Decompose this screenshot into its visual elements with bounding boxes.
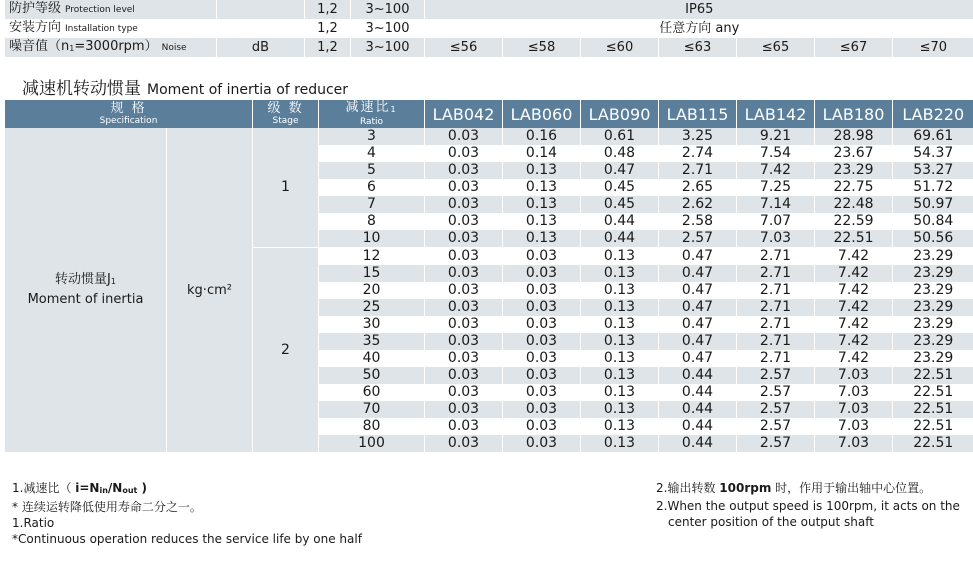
noise-value: ≤56 <box>425 38 503 57</box>
inertia-value-cell: 0.03 <box>425 128 503 145</box>
header-model: LAB180 <box>815 100 893 128</box>
inertia-value-cell: 0.03 <box>425 282 503 299</box>
installation-type-stage: 1,2 <box>305 19 351 38</box>
installation-type-label: 安装方向 Installation type <box>5 19 217 38</box>
inertia-value-cell: 2.57 <box>737 367 815 384</box>
ratio-cell: 80 <box>319 418 425 435</box>
inertia-value-cell: 0.13 <box>581 282 659 299</box>
inertia-value-cell: 0.03 <box>425 418 503 435</box>
inertia-value-cell: 0.13 <box>503 213 581 230</box>
inertia-value-cell: 2.71 <box>737 248 815 266</box>
inertia-value-cell: 23.29 <box>815 162 893 179</box>
inertia-value-cell: 0.13 <box>503 196 581 213</box>
inertia-value-cell: 2.57 <box>737 418 815 435</box>
inertia-value-cell: 50.84 <box>893 213 973 230</box>
inertia-value-cell: 2.71 <box>737 350 815 367</box>
inertia-value-cell: 0.13 <box>581 401 659 418</box>
ratio-cell: 10 <box>319 230 425 248</box>
inertia-value-cell: 0.13 <box>503 230 581 248</box>
inertia-value-cell: 50.97 <box>893 196 973 213</box>
ratio-cell: 40 <box>319 350 425 367</box>
inertia-value-cell: 2.74 <box>659 145 737 162</box>
inertia-value-cell: 0.03 <box>425 179 503 196</box>
ratio-cell: 100 <box>319 435 425 452</box>
inertia-value-cell: 7.03 <box>815 435 893 452</box>
header-stage: 级 数 Stage <box>253 100 319 128</box>
inertia-value-cell: 7.54 <box>737 145 815 162</box>
inertia-value-cell: 2.71 <box>737 333 815 350</box>
inertia-value-cell: 0.03 <box>503 401 581 418</box>
inertia-value-cell: 0.13 <box>581 316 659 333</box>
inertia-value-cell: 0.03 <box>425 265 503 282</box>
noise-value: ≤70 <box>893 38 973 57</box>
inertia-value-cell: 7.03 <box>737 230 815 248</box>
inertia-value-cell: 28.98 <box>815 128 893 145</box>
inertia-value-cell: 0.13 <box>581 248 659 266</box>
inertia-value-cell: 0.13 <box>581 350 659 367</box>
inertia-value-cell: 0.03 <box>425 145 503 162</box>
installation-type-value: 任意方向 any <box>425 19 973 38</box>
inertia-value-cell: 0.03 <box>425 401 503 418</box>
inertia-value-cell: 0.13 <box>581 299 659 316</box>
inertia-value-cell: 0.44 <box>581 230 659 248</box>
inertia-value-cell: 0.13 <box>581 384 659 401</box>
footnote-output-speed-zh: 2.输出转数 100rpm 时，作用于输出轴中心位置。 <box>656 481 932 495</box>
inertia-value-cell: 0.03 <box>425 162 503 179</box>
inertia-value-cell: 0.16 <box>503 128 581 145</box>
inertia-value-cell: 22.51 <box>893 418 973 435</box>
inertia-value-cell: 0.03 <box>425 248 503 266</box>
inertia-value-cell: 0.03 <box>503 265 581 282</box>
inertia-value-cell: 7.07 <box>737 213 815 230</box>
inertia-value-cell: 7.25 <box>737 179 815 196</box>
noise-stage: 1,2 <box>305 38 351 57</box>
footnote-left <box>12 480 362 547</box>
inertia-value-cell: 9.21 <box>737 128 815 145</box>
inertia-value-cell: 0.03 <box>425 350 503 367</box>
inertia-value-cell: 0.47 <box>659 248 737 266</box>
ratio-cell: 20 <box>319 282 425 299</box>
ratio-cell: 50 <box>319 367 425 384</box>
header-specification: 规 格 Specification <box>5 100 253 128</box>
inertia-value-cell: 0.03 <box>503 418 581 435</box>
footnote-output-shaft-en: center position of the output shaft <box>668 515 874 529</box>
inertia-value-cell: 0.03 <box>503 248 581 266</box>
inertia-value-cell: 0.44 <box>659 435 737 452</box>
inertia-value-cell: 0.03 <box>425 435 503 452</box>
inertia-value-cell: 23.67 <box>815 145 893 162</box>
inertia-value-cell: 2.71 <box>659 162 737 179</box>
header-model: LAB115 <box>659 100 737 128</box>
inertia-value-cell: 7.42 <box>815 248 893 266</box>
spec-table-top <box>4 0 973 57</box>
inertia-value-cell: 0.47 <box>659 350 737 367</box>
inertia-value-cell: 0.61 <box>581 128 659 145</box>
inertia-value-cell: 0.13 <box>503 162 581 179</box>
ratio-cell: 6 <box>319 179 425 196</box>
table-header-row <box>5 100 973 128</box>
inertia-value-cell: 7.14 <box>737 196 815 213</box>
inertia-value-cell: 0.03 <box>503 367 581 384</box>
inertia-value-cell: 0.44 <box>659 367 737 384</box>
ratio-cell: 3 <box>319 128 425 145</box>
installation-type-unit <box>217 19 305 38</box>
inertia-value-cell: 69.61 <box>893 128 973 145</box>
inertia-value-cell: 0.13 <box>581 435 659 452</box>
installation-type-row <box>5 19 973 38</box>
inertia-value-cell: 23.29 <box>893 265 973 282</box>
inertia-value-cell: 22.51 <box>893 401 973 418</box>
ratio-cell: 5 <box>319 162 425 179</box>
inertia-value-cell: 0.03 <box>425 316 503 333</box>
inertia-value-cell: 2.71 <box>737 282 815 299</box>
header-model: LAB090 <box>581 100 659 128</box>
table-row <box>5 128 973 145</box>
ratio-cell: 4 <box>319 145 425 162</box>
inertia-value-cell: 7.42 <box>815 350 893 367</box>
inertia-value-cell: 0.13 <box>581 367 659 384</box>
noise-ratio: 3~100 <box>351 38 425 57</box>
footnote-right <box>656 480 960 530</box>
inertia-value-cell: 0.47 <box>659 316 737 333</box>
inertia-value-cell: 0.45 <box>581 179 659 196</box>
ratio-cell: 15 <box>319 265 425 282</box>
noise-row <box>5 38 973 57</box>
protection-level-row <box>5 0 973 19</box>
inertia-value-cell: 7.42 <box>815 333 893 350</box>
inertia-value-cell: 0.03 <box>503 316 581 333</box>
ratio-cell: 30 <box>319 316 425 333</box>
protection-level-stage: 1,2 <box>305 0 351 19</box>
ratio-cell: 25 <box>319 299 425 316</box>
inertia-value-cell: 0.13 <box>503 179 581 196</box>
footnote-continuous-en: *Continuous operation reduces the service life by one half <box>12 532 362 546</box>
inertia-value-cell: 0.14 <box>503 145 581 162</box>
inertia-value-cell: 22.48 <box>815 196 893 213</box>
protection-level-ratio: 3~100 <box>351 0 425 19</box>
inertia-value-cell: 2.62 <box>659 196 737 213</box>
noise-unit: dB <box>217 38 305 57</box>
inertia-value-cell: 7.03 <box>815 384 893 401</box>
header-model: LAB142 <box>737 100 815 128</box>
installation-type-ratio: 3~100 <box>351 19 425 38</box>
inertia-value-cell: 2.71 <box>737 265 815 282</box>
protection-level-unit <box>217 0 305 19</box>
noise-value: ≤60 <box>581 38 659 57</box>
inertia-value-cell: 0.48 <box>581 145 659 162</box>
inertia-value-cell: 0.03 <box>503 384 581 401</box>
noise-label: 噪音值（n1=3000rpm） Noise <box>5 38 217 57</box>
inertia-value-cell: 0.13 <box>581 333 659 350</box>
inertia-value-cell: 2.57 <box>737 384 815 401</box>
noise-value: ≤65 <box>737 38 815 57</box>
inertia-value-cell: 0.03 <box>425 213 503 230</box>
inertia-value-cell: 7.42 <box>815 265 893 282</box>
stage-2-cell: 2 <box>253 248 319 453</box>
ratio-cell: 70 <box>319 401 425 418</box>
ratio-cell: 7 <box>319 196 425 213</box>
inertia-value-cell: 0.03 <box>425 299 503 316</box>
stage-1-cell: 1 <box>253 128 319 248</box>
ratio-cell: 60 <box>319 384 425 401</box>
inertia-table <box>4 100 973 452</box>
inertia-value-cell: 2.57 <box>737 435 815 452</box>
unit-label: kg·cm² <box>167 128 253 452</box>
inertia-value-cell: 22.59 <box>815 213 893 230</box>
inertia-value-cell: 0.44 <box>659 401 737 418</box>
header-model: LAB060 <box>503 100 581 128</box>
inertia-value-cell: 0.03 <box>425 367 503 384</box>
inertia-value-cell: 23.29 <box>893 282 973 299</box>
moment-of-inertia-label: 转动惯量J1 Moment of inertia <box>5 128 167 452</box>
inertia-value-cell: 0.03 <box>425 230 503 248</box>
inertia-value-cell: 3.25 <box>659 128 737 145</box>
inertia-value-cell: 0.47 <box>659 333 737 350</box>
inertia-value-cell: 22.51 <box>815 230 893 248</box>
inertia-value-cell: 0.03 <box>503 435 581 452</box>
protection-level-value: IP65 <box>425 0 973 19</box>
inertia-value-cell: 22.51 <box>893 367 973 384</box>
ratio-cell: 12 <box>319 248 425 266</box>
inertia-value-cell: 2.71 <box>737 299 815 316</box>
noise-value: ≤63 <box>659 38 737 57</box>
footnote-continuous-zh: * 连续运转降低使用寿命二分之一。 <box>12 500 202 514</box>
footnote-ratio-en: 1.Ratio <box>12 516 55 530</box>
inertia-value-cell: 2.57 <box>659 230 737 248</box>
inertia-value-cell: 22.51 <box>893 435 973 452</box>
ratio-cell: 35 <box>319 333 425 350</box>
inertia-value-cell: 0.47 <box>659 265 737 282</box>
inertia-value-cell: 23.29 <box>893 248 973 266</box>
inertia-value-cell: 2.71 <box>737 316 815 333</box>
inertia-value-cell: 53.27 <box>893 162 973 179</box>
noise-value: ≤58 <box>503 38 581 57</box>
inertia-value-cell: 23.29 <box>893 299 973 316</box>
inertia-value-cell: 0.44 <box>659 418 737 435</box>
inertia-value-cell: 0.03 <box>503 299 581 316</box>
inertia-value-cell: 7.03 <box>815 401 893 418</box>
inertia-value-cell: 0.03 <box>425 384 503 401</box>
protection-level-label: 防护等级 Protection level <box>5 0 217 19</box>
inertia-value-cell: 0.03 <box>503 282 581 299</box>
inertia-value-cell: 23.29 <box>893 333 973 350</box>
footnote-ratio-formula: 1.减速比（ i=Nin/Nout ) <box>12 481 148 495</box>
inertia-value-cell: 2.65 <box>659 179 737 196</box>
inertia-value-cell: 0.47 <box>581 162 659 179</box>
inertia-value-cell: 50.56 <box>893 230 973 248</box>
inertia-value-cell: 7.42 <box>815 282 893 299</box>
footnote-output-speed-en: 2.When the output speed is 100rpm, it acts on the <box>656 499 960 513</box>
noise-value: ≤67 <box>815 38 893 57</box>
inertia-value-cell: 0.03 <box>425 333 503 350</box>
header-model: LAB220 <box>893 100 973 128</box>
inertia-value-cell: 0.13 <box>581 265 659 282</box>
inertia-value-cell: 0.45 <box>581 196 659 213</box>
inertia-value-cell: 23.29 <box>893 316 973 333</box>
inertia-value-cell: 7.42 <box>815 316 893 333</box>
inertia-value-cell: 2.57 <box>737 401 815 418</box>
section-title: 减速机转动惯量 Moment of inertia of reducer <box>22 79 349 99</box>
inertia-value-cell: 0.47 <box>659 282 737 299</box>
inertia-value-cell: 22.75 <box>815 179 893 196</box>
inertia-value-cell: 0.03 <box>503 333 581 350</box>
ratio-cell: 8 <box>319 213 425 230</box>
inertia-value-cell: 0.03 <box>425 196 503 213</box>
header-ratio: 减速比$^1$ Ratio <box>319 100 425 128</box>
inertia-value-cell: 7.42 <box>815 299 893 316</box>
inertia-value-cell: 51.72 <box>893 179 973 196</box>
inertia-value-cell: 7.03 <box>815 418 893 435</box>
inertia-value-cell: 23.29 <box>893 350 973 367</box>
inertia-value-cell: 2.58 <box>659 213 737 230</box>
header-model: LAB042 <box>425 100 503 128</box>
inertia-value-cell: 7.42 <box>737 162 815 179</box>
inertia-value-cell: 22.51 <box>893 384 973 401</box>
inertia-value-cell: 0.03 <box>503 350 581 367</box>
inertia-value-cell: 0.47 <box>659 299 737 316</box>
inertia-value-cell: 0.13 <box>581 418 659 435</box>
inertia-value-cell: 0.44 <box>581 213 659 230</box>
inertia-value-cell: 54.37 <box>893 145 973 162</box>
inertia-value-cell: 0.44 <box>659 384 737 401</box>
inertia-value-cell: 7.03 <box>815 367 893 384</box>
